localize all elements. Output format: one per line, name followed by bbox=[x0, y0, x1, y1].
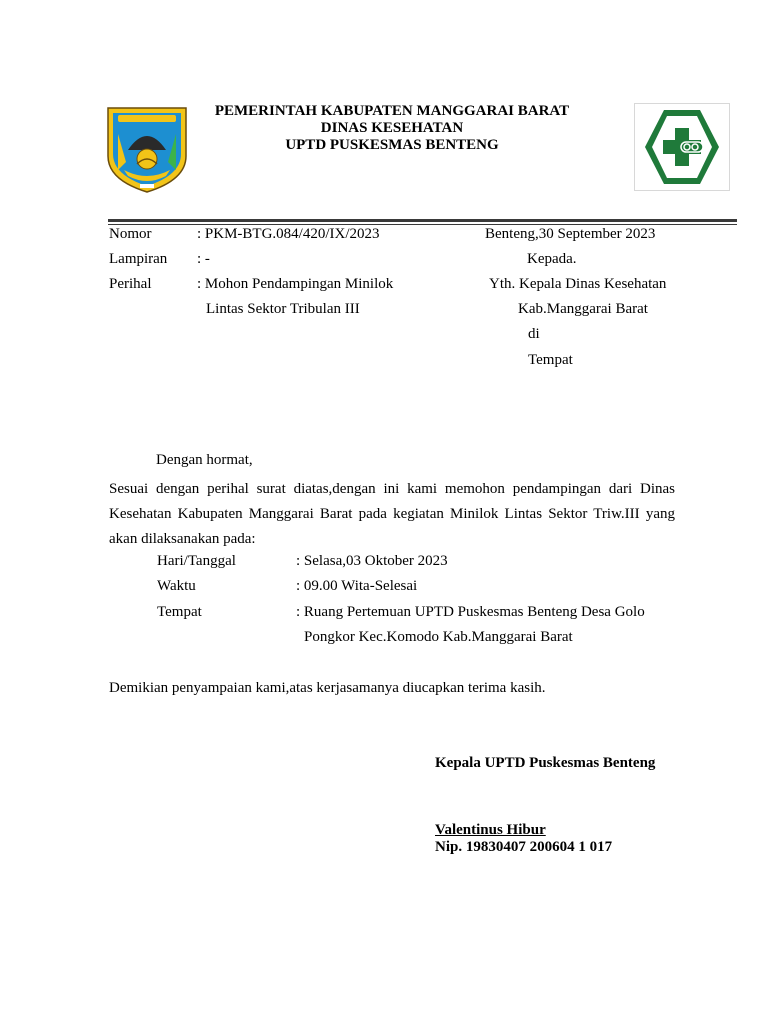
regency-logo bbox=[104, 104, 190, 194]
waktu-label: Waktu bbox=[157, 578, 196, 594]
letterhead-line-3: UPTD PUSKESMAS BENTENG bbox=[285, 137, 499, 153]
waktu-value: : 09.00 Wita-Selesai bbox=[296, 578, 418, 594]
body-paragraph-line-3-text: akan dilaksanakan pada: bbox=[109, 531, 256, 547]
perihal-label: Perihal bbox=[109, 276, 152, 292]
signature-nip: Nip. 19830407 200604 1 017 bbox=[435, 839, 613, 855]
nomor-value: : PKM-BTG.084/420/IX/2023 bbox=[197, 226, 380, 242]
body-paragraph-line-1-text: Sesuai dengan perihal surat diatas,dengan ini kami memohon pendampingan dari Dinas bbox=[109, 481, 675, 497]
body-paragraph-line-2 bbox=[109, 502, 675, 528]
puskesmas-logo bbox=[634, 103, 730, 191]
recipient-yth: Yth. Kepala Dinas Kesehatan bbox=[489, 276, 667, 292]
tempat-label: Tempat bbox=[157, 604, 202, 620]
greeting: Dengan hormat, bbox=[156, 452, 253, 468]
recipient-di: di bbox=[528, 326, 540, 342]
body-paragraph-line-2-text: Kesehatan Kabupaten Manggarai Barat pada kegiatan Minilok Lintas Sektor Triw.III yang bbox=[109, 506, 675, 522]
tempat-value-line-2: Pongkor Kec.Komodo Kab.Manggarai Barat bbox=[304, 629, 573, 645]
header-divider-thick bbox=[108, 219, 737, 222]
letter-date: Benteng,30 September 2023 bbox=[485, 226, 656, 242]
perihal-value-line-1: : Mohon Pendampingan Minilok bbox=[197, 276, 394, 292]
header-divider-thin bbox=[108, 224, 737, 225]
regency-shield-icon bbox=[104, 104, 190, 194]
recipient-tempat: Tempat bbox=[528, 352, 573, 368]
letterhead-line-2: DINAS KESEHATAN bbox=[320, 120, 464, 136]
signature-title: Kepala UPTD Puskesmas Benteng bbox=[435, 755, 656, 771]
hari-value: : Selasa,03 Oktober 2023 bbox=[296, 553, 448, 569]
closing-sentence: Demikian penyampaian kami,atas kerjasamanya diucapkan terima kasih. bbox=[109, 680, 546, 696]
hari-label: Hari/Tanggal bbox=[157, 553, 236, 569]
recipient-kepada: Kepada. bbox=[527, 251, 577, 267]
signature-name: Valentinus Hibur bbox=[435, 822, 546, 838]
puskesmas-cross-icon bbox=[635, 104, 729, 190]
body-paragraph-line-1 bbox=[109, 477, 675, 503]
lampiran-value: : - bbox=[197, 251, 210, 267]
recipient-kab: Kab.Manggarai Barat bbox=[518, 301, 648, 317]
lampiran-label: Lampiran bbox=[109, 251, 168, 267]
tempat-value-line-1: : Ruang Pertemuan UPTD Puskesmas Benteng Desa Golo bbox=[296, 604, 645, 620]
perihal-value-line-2: Lintas Sektor Tribulan III bbox=[206, 301, 360, 317]
nomor-label: Nomor bbox=[109, 226, 152, 242]
body-paragraph-line-3 bbox=[109, 527, 675, 553]
letterhead-line-1: PEMERINTAH KABUPATEN MANGGARAI BARAT bbox=[214, 103, 570, 119]
